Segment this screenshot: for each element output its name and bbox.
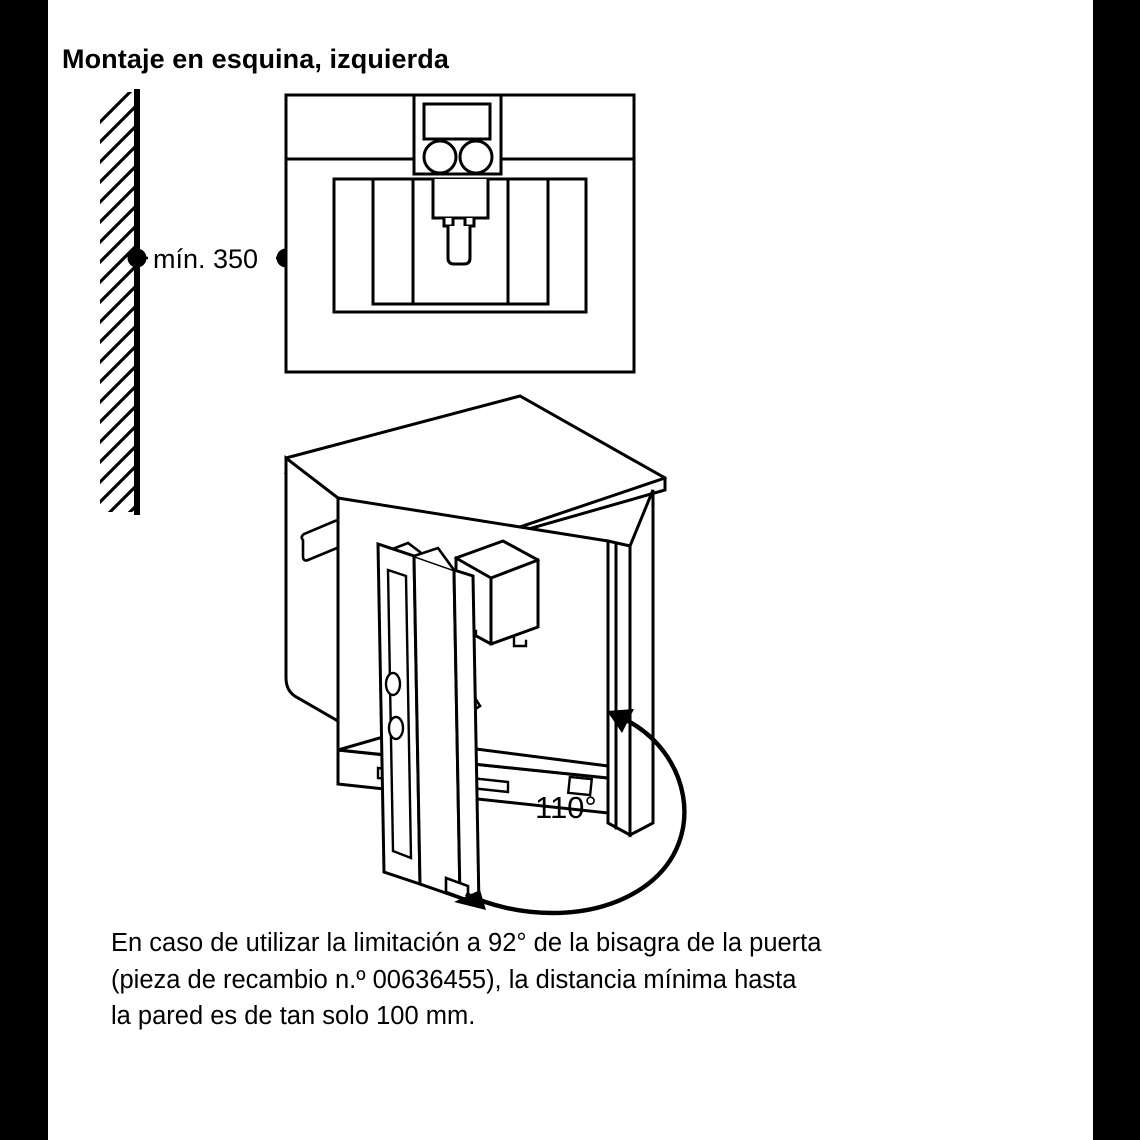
rotary-knob-right (460, 141, 492, 173)
note-line-2: (pieza de recambio n.º 00636455), la distancia mínima hasta (111, 965, 797, 994)
note-line-3: la pared es de tan solo 100 mm. (111, 1002, 476, 1030)
niche-right-post (608, 541, 630, 835)
scan-edge-bar-right (1093, 0, 1140, 1140)
door-hinge-pin-lower (389, 717, 403, 739)
niche-right-post-outer (630, 490, 653, 835)
installation-figure (48, 78, 1093, 918)
scan-edge-bar-left (0, 0, 48, 1140)
installation-note (111, 925, 971, 1035)
rotary-knob-left (424, 141, 456, 173)
note-line-1: En caso de utilizar la limitación a 92° de la bisagra de la puerta (111, 929, 822, 957)
angle-label: 110° (535, 790, 597, 825)
page-title: Montaje en esquina, izquierda (62, 44, 449, 74)
dimension-label: mín. 350 (153, 244, 259, 274)
appliance-door-trim (454, 570, 479, 906)
dimension-dot-wall (128, 249, 147, 268)
niche-left-side-panel (286, 458, 338, 721)
appliance-door-inner-recess (388, 570, 411, 858)
display-screen (424, 104, 490, 139)
appliance-door-outer-panel (414, 556, 460, 898)
spout-dispenser (448, 226, 470, 264)
coffee-spout-housing (433, 179, 488, 218)
door-hinge-pin-upper (386, 673, 400, 695)
